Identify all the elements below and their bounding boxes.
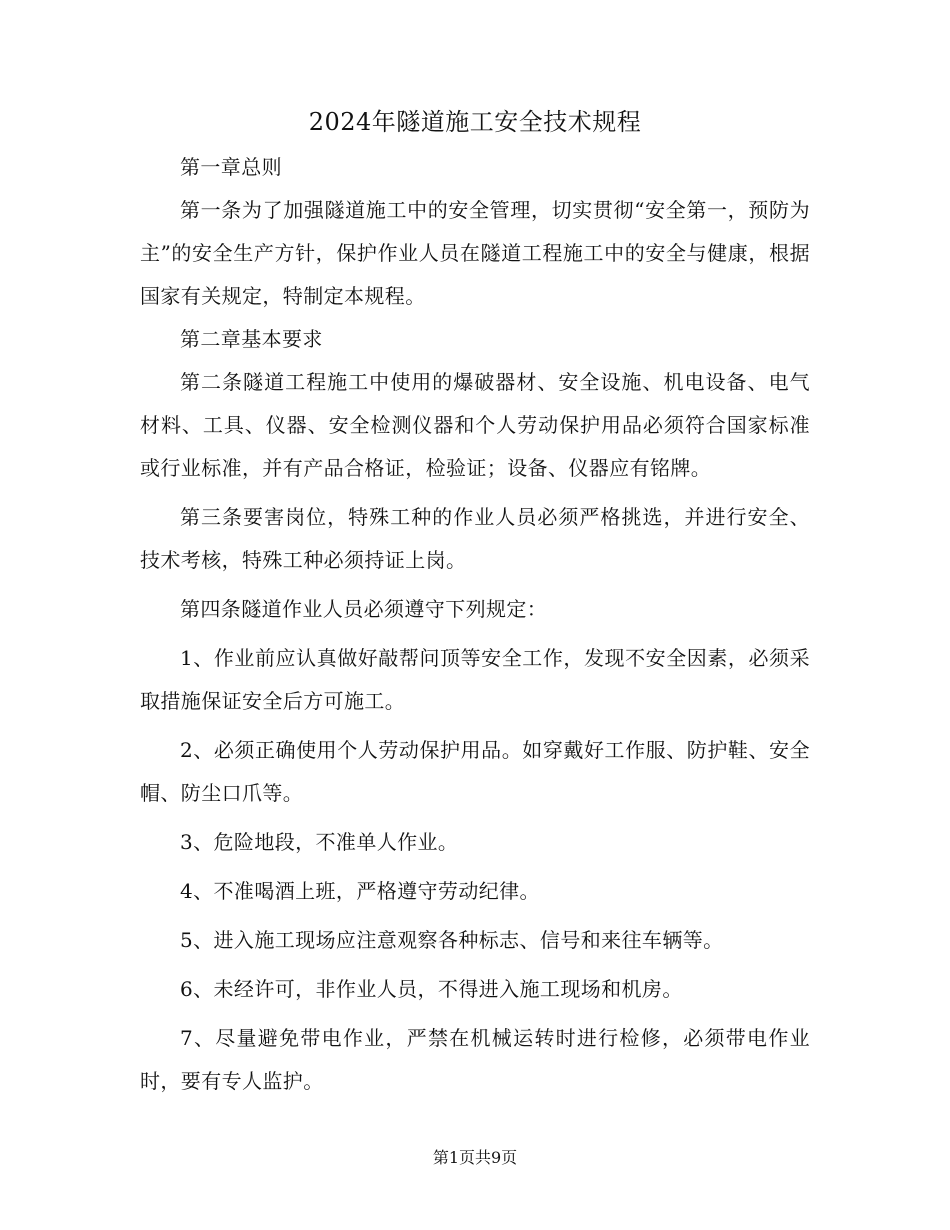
list-item-7: 7、尽量避免带电作业，严禁在机械运转时进行检修，必须带电作业时，要有专人监护。: [140, 1026, 810, 1093]
list-item-2: 2、必须正确使用个人劳动保护用品。如穿戴好工作服、防护鞋、安全帽、防尘口爪等。: [140, 738, 810, 805]
list-item-6: 6、未经许可，非作业人员，不得进入施工现场和机房。: [180, 977, 683, 1001]
article-2: 第二条隧道工程施工中使用的爆破器材、安全设施、机电设备、电气材料、工具、仪器、安全检测仪器和个人劳动保护用品必须符合国家标准或行业标准，并有产品合格证，检验证；设备、仪器应有铭牌。: [140, 370, 810, 480]
chapter-heading-1: 第一章总则: [180, 155, 282, 179]
list-item-1: 1、作业前应认真做好敲帮问顶等安全工作，发现不安全因素，必须采取措施保证安全后方可施工。: [140, 646, 810, 713]
list-item-5: 5、进入施工现场应注意观察各种标志、信号和来往车辆等。: [180, 928, 724, 952]
article-4: 第四条隧道作业人员必须遵守下列规定：: [180, 597, 548, 621]
page-number: 第1页共9页: [432, 1148, 518, 1167]
list-item-3: 3、危险地段，不准单人作业。: [180, 830, 459, 854]
document-title: 2024年隧道施工安全技术规程: [308, 108, 642, 136]
article-1: 第一条为了加强隧道施工中的安全管理，切实贯彻“安全第一，预防为主”的安全生产方针，保护作业人员在隧道工程施工中的安全与健康，根据国家有关规定，特制定本规程。: [140, 198, 810, 308]
article-3: 第三条要害岗位，特殊工种的作业人员必须严格挑选，并进行安全、技术考核，特殊工种必须持证上岗。: [140, 505, 810, 572]
list-item-4: 4、不准喝酒上班，严格遵守劳动纪律。: [180, 879, 540, 903]
chapter-heading-2: 第二章基本要求: [180, 327, 323, 351]
